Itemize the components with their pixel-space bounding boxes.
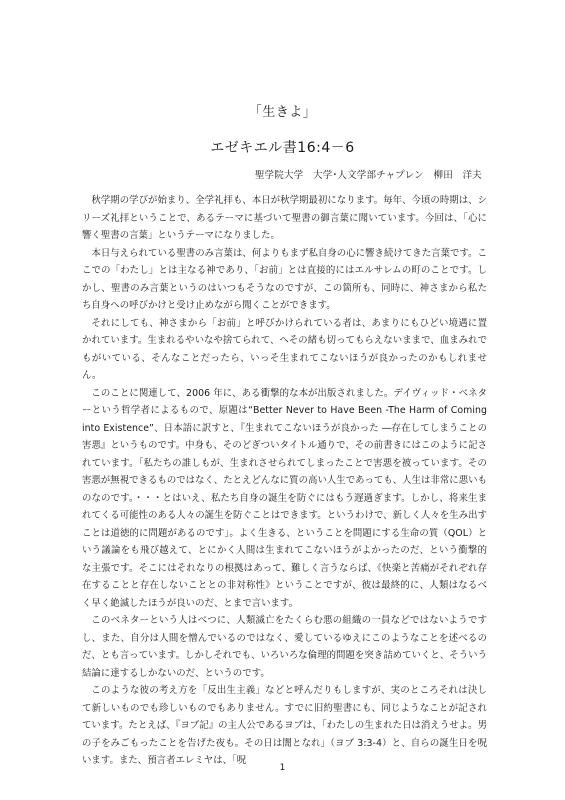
scripture-reference: エゼキエル書16:4－6 <box>210 140 355 156</box>
sermon-body <box>82 192 487 770</box>
sermon-title: 「生きよ」 <box>248 105 317 120</box>
paragraph: このベネターという人はべつに、人類滅亡をたくらむ悪の組織の一員などではないようですし、また、自分は人間を憎んでいるのではなく、愛しているゆえにこのようなことを述べるのだ、とも言っています。しかしそれでも、いろいろな倫理的問題を突き詰めていくと、そういう結論に達するしかないのだ、というのです。 <box>82 615 487 679</box>
paragraph: 本日与えられている聖書のみ言葉は、何よりもまず私自身の心に響き続けてきた言葉です。ここでの「わたし」とは主なる神であり、「お前」とは直接的にはエルサレムの町のことです。しかし、聖書のみ言葉というのはいつもそうなのですが、この箇所も、同時に、神さまから私たち自身への呼びかけと受け止めながら聞くことができます。 <box>82 247 487 311</box>
author-line: 聖学院大学 大学･人文学部チャプレン 柳田 洋夫 <box>254 170 482 181</box>
paragraph: それにしても、神さまから「お前」と呼びかけられている者は、あまりにもひどい境遇に置かれています。生まれるやいなや捨てられて、へその緒も切ってもらえないままで、血まみれでもがいている、そんなことだったら、いっそ生まれてこないほうが良かったのかもしれません。 <box>82 317 487 381</box>
paragraph: 秋学期の学びが始まり、全学礼拝も、本日が秋学期最初になります。毎年、今頃の時期は、シリーズ礼拝ということで、あるテーマに基づいて聖書の御言葉に聞いています。今回は、「心に響く聖書の言葉」というテーマになりました。 <box>82 195 487 241</box>
paragraph: このような彼の考え方を「反出生主義」などと呼んだりもしますが、実のところそれは決して新しいものでも珍しいものでもありません。すでに旧約聖書にも、同じようなことが記されています。たとえば、『ヨブ記』の主人公であるヨブは、「わたしの生まれた日は消えうせよ。男の子をみごもったことを告げた夜も。その日は闇となれ」（ヨブ 3:3-4）と、自らの誕生日を呪います。また、預言者エレミヤは、「呪 <box>82 685 487 766</box>
paragraph: このことに関連して、2006 年に、ある衝撃的な本が出版されました。デイヴィッド・ベネターという哲学者によるもので、原題は“Better Never to Have Been -The Harm of Coming into Existence”、日本語に訳すと、『生まれてこないほうが良かった ―存在してしまうことの害悪』というものです。中身も、そのどぎついタイトル通りで、その前書きにはこのように記されています。「私たちの誰しもが、生まれさせられてしまったことで害悪を被っています。その害悪が無視できるものではなく、たとえどんなに質の高い人生であっても、人生は非常に悪いものなのです。・・・とはいえ、私たち自身の誕生を防ぐにはもう遅過ぎます。しかし、将来生まれてくる可能性のある人々の誕生を防ぐことはできます。というわけで、新しく人々を生み出すことは道徳的に問題があるのです」。よく生きる、ということを問題にする生命の質（QOL）という議論をも飛び越えて、とにかく人間は生まれてこないほうがよかったのだ、という衝撃的な主張です。そこにはそれなりの根拠はあって、難しく言うならば、《快楽と苦痛がそれぞれ存在することと存在しないこととの非対称性》ということですが、彼は最終的に、人類はなるべく早く絶滅したほうが良いのだ、とまで言います。 <box>82 387 487 609</box>
page-number: 1 <box>279 763 286 773</box>
